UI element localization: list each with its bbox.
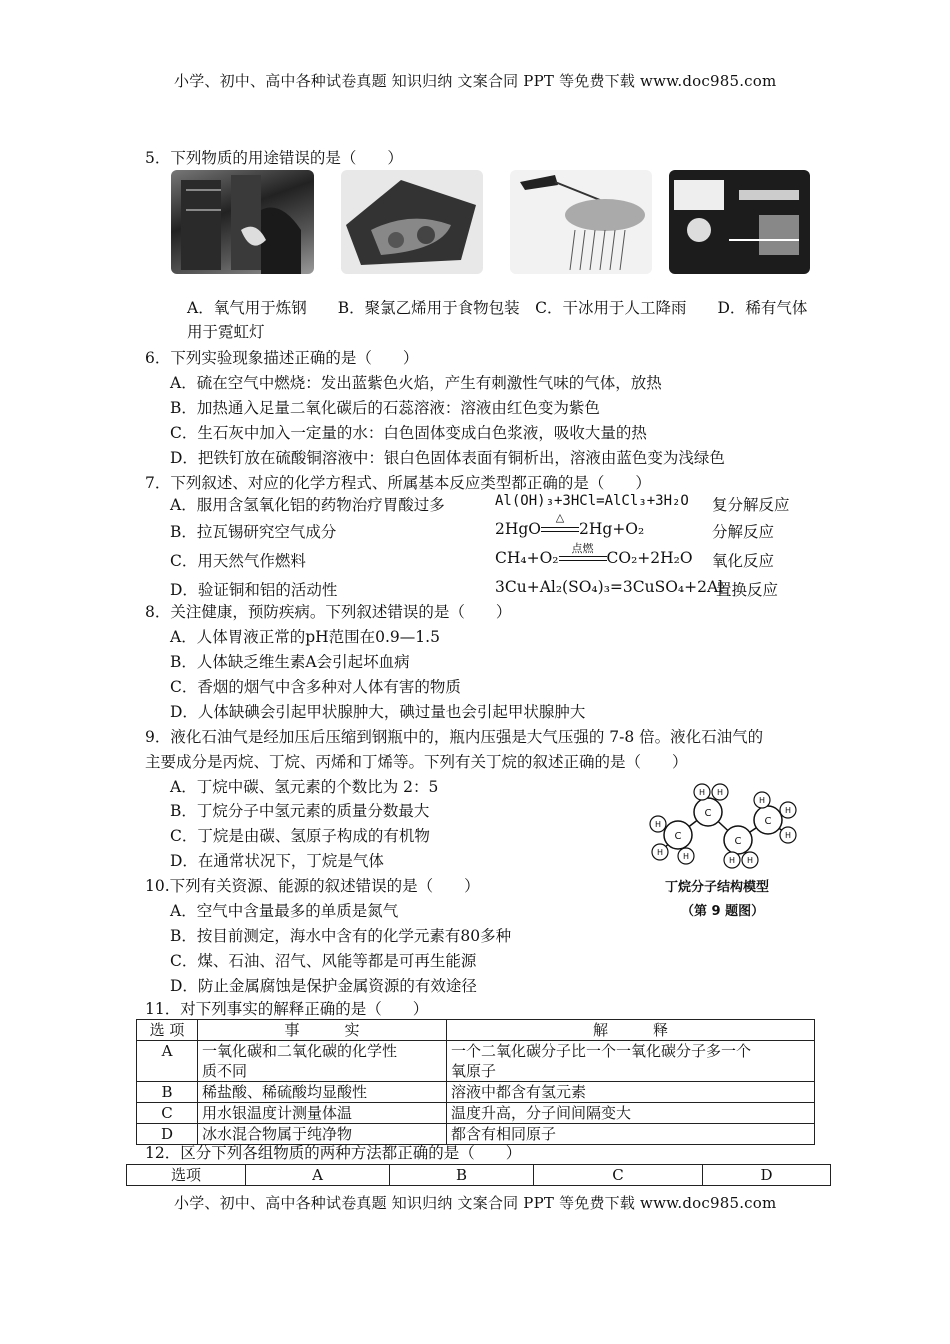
explanation-text: 一个二氧化碳分子比一个一氧化碳分子多一个 bbox=[451, 1042, 752, 1060]
q10-option-d: D．防止金属腐蚀是保护金属资源的有效途径 bbox=[170, 977, 477, 995]
heat-condition: △ bbox=[555, 511, 565, 524]
q6-option-c: C．生石灰中加入一定量的水：白色固体变成白色浆液，吸收大量的热 bbox=[170, 424, 647, 442]
option-cell: D bbox=[137, 1124, 198, 1145]
q5-options-line2: 用于霓虹灯 bbox=[187, 323, 265, 341]
carbon-label: C bbox=[704, 808, 712, 819]
carbon-label: C bbox=[674, 831, 682, 842]
hydrogen-label: H bbox=[654, 820, 662, 829]
q6-option-b: B．加热通入足量二氧化碳后的石蕊溶液：溶液由红色变为紫色 bbox=[170, 399, 600, 417]
table-header-row bbox=[127, 1165, 831, 1186]
q9-stem-line1: 9．液化石油气是经加压后压缩到钢瓶中的，瓶内压强是大气压强的 7-8 倍。液化石油气的 bbox=[145, 728, 764, 746]
q5-options-line1: A．氧气用于炼钢 B．聚氯乙烯用于食物包装 C．干冰用于人工降雨 D．稀有气体 bbox=[187, 299, 808, 317]
q7-option-a: A．服用含氢氧化铝的药物治疗胃酸过多 bbox=[170, 496, 445, 514]
table-row bbox=[137, 1103, 815, 1124]
q7-equation-c-sign bbox=[559, 542, 607, 564]
hydrogen-label: H bbox=[784, 831, 792, 840]
q9-stem-line2: 主要成分是丙烷、丁烷、丙烯和丁烯等。下列有关丁烷的叙述正确的是（ ） bbox=[145, 753, 688, 771]
figure-caption: 丁烷分子结构模型 bbox=[665, 880, 770, 895]
explanation-cell: 都含有相同原子 bbox=[447, 1124, 815, 1145]
q7-option-b: B．拉瓦锡研究空气成分 bbox=[170, 523, 337, 541]
q8-option-c: C．香烟的烟气中含多种对人体有害的物质 bbox=[170, 678, 461, 696]
option-cell: C bbox=[137, 1103, 198, 1124]
neon-light-photo bbox=[669, 170, 810, 274]
q10-stem: 10.下列有关资源、能源的叙述错误的是（ ） bbox=[145, 877, 480, 895]
q7-stem: 7．下列叙述、对应的化学方程式、所属基本反应类型都正确的是（ ） bbox=[145, 474, 651, 492]
q5-stem: 5．下列物质的用途错误的是（ ） bbox=[145, 149, 403, 167]
q10-option-a: A．空气中含量最多的单质是氮气 bbox=[170, 902, 399, 920]
q7-type-c: 氧化反应 bbox=[712, 552, 775, 570]
q9-option-b: B．丁烷分子中氢元素的质量分数最大 bbox=[170, 802, 430, 820]
q9-option-c: C．丁烷是由碳、氢原子构成的有机物 bbox=[170, 827, 430, 845]
hydrogen-label: H bbox=[716, 788, 724, 797]
fact-cell: 稀盐酸、稀硫酸均显酸性 bbox=[198, 1082, 447, 1103]
page-footer: 小学、初中、高中各种试卷真题 知识归纳 文案合同 PPT 等免费下载 www.doc985.com bbox=[174, 1194, 777, 1212]
q7-equation-c-right: CO₂+2H₂O bbox=[606, 549, 693, 567]
header-cell: A bbox=[246, 1165, 390, 1186]
q7-type-b: 分解反应 bbox=[712, 523, 775, 541]
q12-table bbox=[126, 1164, 831, 1186]
header-cell: 解 释 bbox=[447, 1020, 815, 1041]
explanation-cell: 溶液中都含有氢元素 bbox=[447, 1082, 815, 1103]
table-header-row bbox=[137, 1020, 815, 1041]
q7-equation-a: Al(OH)₃+3HCl=AlCl₃+3H₂O bbox=[495, 493, 689, 509]
q12-stem: 12．区分下列各组物质的两种方法都正确的是（ ） bbox=[145, 1144, 522, 1162]
fact-cell bbox=[198, 1041, 447, 1082]
q7-option-c: C．用天然气作燃料 bbox=[170, 552, 306, 570]
q7-equation-c bbox=[495, 542, 693, 567]
header-cell: 选 项 bbox=[137, 1020, 198, 1041]
header-cell: 事 实 bbox=[198, 1020, 447, 1041]
option-cell: B bbox=[137, 1082, 198, 1103]
hydrogen-label: H bbox=[656, 848, 664, 857]
table-row bbox=[137, 1041, 815, 1082]
header-cell: C bbox=[534, 1165, 703, 1186]
ignite-condition: 点燃 bbox=[571, 542, 594, 555]
q8-stem: 8．关注健康，预防疾病。下列叙述错误的是（ ） bbox=[145, 603, 512, 621]
q7-option-d: D．验证铜和铝的活动性 bbox=[170, 581, 338, 599]
carbon-label: C bbox=[734, 836, 742, 847]
explanation-cell bbox=[447, 1041, 815, 1082]
q7-type-d: 置换反应 bbox=[716, 581, 779, 599]
q7-equation-b-right: 2Hg+O₂ bbox=[579, 520, 645, 538]
hydrogen-label: H bbox=[682, 852, 690, 861]
q6-stem: 6．下列实验现象描述正确的是（ ） bbox=[145, 349, 419, 367]
hydrogen-label: H bbox=[758, 796, 766, 805]
q7-equation-d: 3Cu+Al₂(SO₄)₃=3CuSO₄+2Al bbox=[495, 578, 724, 596]
q11-table bbox=[136, 1019, 815, 1145]
q7-equation-b bbox=[495, 511, 645, 538]
header-cell: B bbox=[390, 1165, 534, 1186]
q10-option-b: B．按目前测定，海水中含有的化学元素有80多种 bbox=[170, 927, 512, 945]
fact-cell: 用水银温度计测量体温 bbox=[198, 1103, 447, 1124]
plastic-food-wrap-photo bbox=[341, 170, 483, 274]
q11-stem: 11．对下列事实的解释正确的是（ ） bbox=[145, 1000, 429, 1018]
dry-ice-rain-photo bbox=[510, 170, 652, 274]
q7-equation-c-left: CH₄+O₂ bbox=[495, 549, 559, 567]
hydrogen-label: H bbox=[746, 856, 754, 865]
figure-label: （第 9 题图） bbox=[681, 904, 765, 919]
q8-option-d: D．人体缺碘会引起甲状腺肿大，碘过量也会引起甲状腺肿大 bbox=[170, 703, 586, 721]
q7-type-a: 复分解反应 bbox=[712, 496, 790, 514]
hydrogen-label: H bbox=[784, 806, 792, 815]
butane-molecule-diagram bbox=[640, 780, 805, 870]
fact-text: 一氧化碳和二氧化碳的化学性 bbox=[202, 1042, 398, 1060]
q6-option-d: D．把铁钉放在硫酸铜溶液中：银白色固体表面有铜析出，溶液由蓝色变为浅绿色 bbox=[170, 449, 725, 467]
q7-equation-b-sign bbox=[541, 511, 579, 535]
explanation-cell: 温度升高，分子间间隔变大 bbox=[447, 1103, 815, 1124]
q6-option-a: A．硫在空气中燃烧：发出蓝紫色火焰，产生有刺激性气味的气体，放热 bbox=[170, 374, 662, 392]
q9-option-d: D．在通常状况下，丁烷是气体 bbox=[170, 852, 384, 870]
q7-equation-b-left: 2HgO bbox=[495, 520, 542, 538]
header-cell: 选项 bbox=[127, 1165, 246, 1186]
header-cell: D bbox=[703, 1165, 831, 1186]
page-header: 小学、初中、高中各种试卷真题 知识归纳 文案合同 PPT 等免费下载 www.doc985.com bbox=[174, 72, 777, 90]
option-cell: A bbox=[137, 1041, 198, 1082]
hydrogen-label: H bbox=[698, 788, 706, 797]
fact-text: 质不同 bbox=[202, 1062, 248, 1080]
q8-option-b: B．人体缺乏维生素A会引起坏血病 bbox=[170, 653, 410, 671]
fact-cell: 冰水混合物属于纯净物 bbox=[198, 1124, 447, 1145]
q10-option-c: C．煤、石油、沼气、风能等都是可再生能源 bbox=[170, 952, 477, 970]
table-row bbox=[137, 1082, 815, 1103]
q8-option-a: A．人体胃液正常的pH范围在0.9—1.5 bbox=[170, 628, 440, 646]
steel-furnace-photo bbox=[171, 170, 314, 274]
q9-option-a: A．丁烷中碳、氢元素的个数比为 2：5 bbox=[170, 778, 439, 796]
hydrogen-label: H bbox=[728, 856, 736, 865]
explanation-text: 氧原子 bbox=[451, 1062, 497, 1080]
carbon-label: C bbox=[764, 816, 772, 827]
